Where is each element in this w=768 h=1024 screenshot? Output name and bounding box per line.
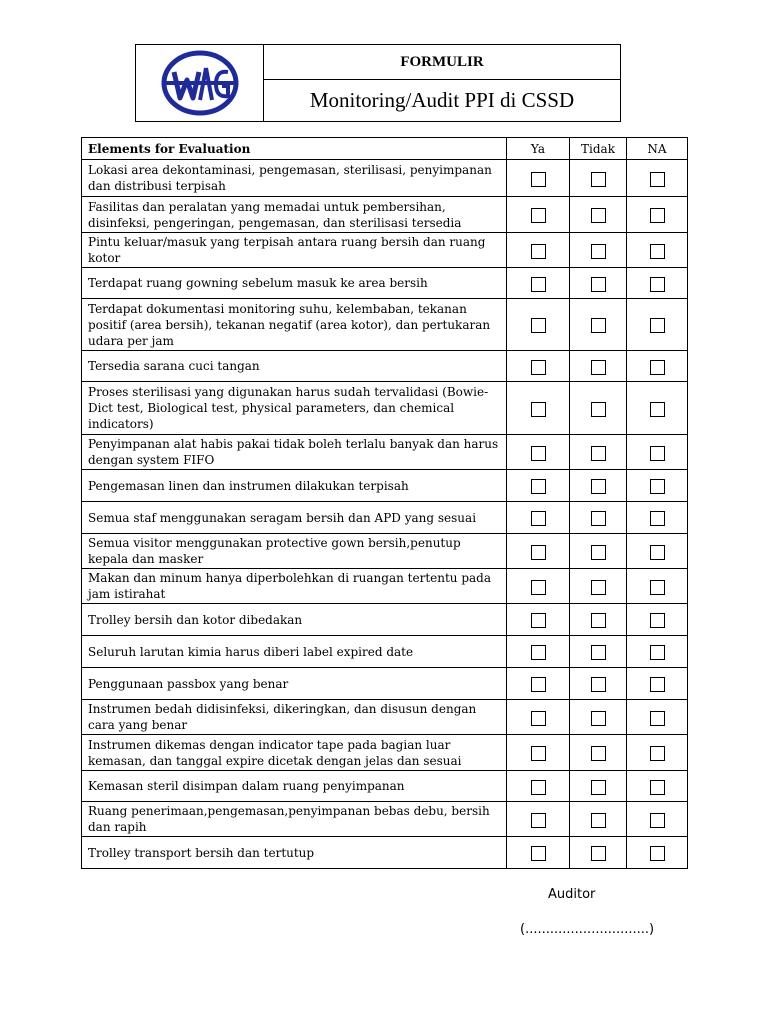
ya-checkbox[interactable] xyxy=(531,545,546,560)
table-row xyxy=(82,351,688,382)
na-checkbox[interactable] xyxy=(650,318,665,333)
table-row xyxy=(82,233,688,268)
auditor-signature-line[interactable]: (..............................) xyxy=(520,922,655,937)
table-row xyxy=(82,299,688,351)
element-text: Seluruh larutan kimia harus diberi label expired date xyxy=(82,636,507,668)
ya-checkbox[interactable] xyxy=(531,479,546,494)
element-text: Proses sterilisasi yang digunakan harus sudah tervalidasi (Bowie-Dict test, Biological test, physical parameters, dan chemical indicators) xyxy=(82,382,507,435)
element-text: Penyimpanan alat habis pakai tidak boleh terlalu banyak dan harus dengan system FIFO xyxy=(82,435,507,470)
element-text: Semua staf menggunakan seragam bersih dan APD yang sesuai xyxy=(82,502,507,534)
na-checkbox[interactable] xyxy=(650,446,665,461)
tidak-checkbox[interactable] xyxy=(591,172,606,187)
tidak-checkbox[interactable] xyxy=(591,511,606,526)
hospital-logo xyxy=(160,50,240,116)
tidak-checkbox[interactable] xyxy=(591,318,606,333)
table-row xyxy=(82,604,688,636)
element-text: Semua visitor menggunakan protective gown bersih,penutup kepala dan masker xyxy=(82,534,507,569)
table-row xyxy=(82,470,688,502)
ya-checkbox[interactable] xyxy=(531,511,546,526)
tidak-checkbox[interactable] xyxy=(591,545,606,560)
tidak-checkbox[interactable] xyxy=(591,446,606,461)
na-checkbox[interactable] xyxy=(650,746,665,761)
na-checkbox[interactable] xyxy=(650,511,665,526)
header-elements: Elements for Evaluation xyxy=(82,138,507,160)
table-row xyxy=(82,268,688,299)
tidak-checkbox[interactable] xyxy=(591,780,606,795)
table-row xyxy=(82,837,688,869)
tidak-checkbox[interactable] xyxy=(591,613,606,628)
tidak-checkbox[interactable] xyxy=(591,846,606,861)
ya-checkbox[interactable] xyxy=(531,318,546,333)
logo-cell xyxy=(136,45,264,121)
tidak-checkbox[interactable] xyxy=(591,813,606,828)
table-row xyxy=(82,534,688,569)
form-label: FORMULIR xyxy=(264,45,620,80)
na-checkbox[interactable] xyxy=(650,402,665,417)
ya-checkbox[interactable] xyxy=(531,580,546,595)
element-text: Makan dan minum hanya diperbolehkan di ruangan tertentu pada jam istirahat xyxy=(82,569,507,604)
na-checkbox[interactable] xyxy=(650,813,665,828)
na-checkbox[interactable] xyxy=(650,846,665,861)
auditor-label: Auditor xyxy=(548,887,596,902)
ya-checkbox[interactable] xyxy=(531,813,546,828)
na-checkbox[interactable] xyxy=(650,277,665,292)
table-row xyxy=(82,382,688,435)
tidak-checkbox[interactable] xyxy=(591,711,606,726)
element-text: Fasilitas dan peralatan yang memadai untuk pembersihan, disinfeksi, pengeringan, pengemasan, dan sterilisasi tersedia xyxy=(82,197,507,233)
ya-checkbox[interactable] xyxy=(531,172,546,187)
tidak-checkbox[interactable] xyxy=(591,677,606,692)
table-row xyxy=(82,668,688,700)
ya-checkbox[interactable] xyxy=(531,846,546,861)
table-row xyxy=(82,636,688,668)
evaluation-table xyxy=(81,137,688,869)
ya-checkbox[interactable] xyxy=(531,446,546,461)
na-checkbox[interactable] xyxy=(650,711,665,726)
ya-checkbox[interactable] xyxy=(531,360,546,375)
na-checkbox[interactable] xyxy=(650,479,665,494)
tidak-checkbox[interactable] xyxy=(591,580,606,595)
header-ya: Ya xyxy=(507,138,570,160)
ya-checkbox[interactable] xyxy=(531,277,546,292)
element-text: Terdapat ruang gowning sebelum masuk ke area bersih xyxy=(82,268,507,299)
table-row xyxy=(82,435,688,470)
element-text: Instrumen dikemas dengan indicator tape pada bagian luar kemasan, dan tanggal expire dicetak dengan jelas dan sesuai xyxy=(82,735,507,771)
ya-checkbox[interactable] xyxy=(531,677,546,692)
tidak-checkbox[interactable] xyxy=(591,402,606,417)
header-na: NA xyxy=(627,138,688,160)
tidak-checkbox[interactable] xyxy=(591,360,606,375)
na-checkbox[interactable] xyxy=(650,580,665,595)
na-checkbox[interactable] xyxy=(650,172,665,187)
element-text: Trolley bersih dan kotor dibedakan xyxy=(82,604,507,636)
table-row xyxy=(82,569,688,604)
table-row xyxy=(82,502,688,534)
ya-checkbox[interactable] xyxy=(531,711,546,726)
na-checkbox[interactable] xyxy=(650,360,665,375)
header-tidak: Tidak xyxy=(570,138,627,160)
table-row xyxy=(82,771,688,802)
form-title: Monitoring/Audit PPI di CSSD xyxy=(309,88,575,112)
na-checkbox[interactable] xyxy=(650,613,665,628)
ya-checkbox[interactable] xyxy=(531,780,546,795)
ya-checkbox[interactable] xyxy=(531,645,546,660)
na-checkbox[interactable] xyxy=(650,545,665,560)
na-checkbox[interactable] xyxy=(650,645,665,660)
tidak-checkbox[interactable] xyxy=(591,244,606,259)
ya-checkbox[interactable] xyxy=(531,613,546,628)
element-text: Ruang penerimaan,pengemasan,penyimpanan bebas debu, bersih dan rapih xyxy=(82,802,507,837)
table-row xyxy=(82,735,688,771)
element-text: Lokasi area dekontaminasi, pengemasan, sterilisasi, penyimpanan dan distribusi terpisah xyxy=(82,160,507,197)
na-checkbox[interactable] xyxy=(650,244,665,259)
ya-checkbox[interactable] xyxy=(531,244,546,259)
tidak-checkbox[interactable] xyxy=(591,479,606,494)
na-checkbox[interactable] xyxy=(650,208,665,223)
na-checkbox[interactable] xyxy=(650,677,665,692)
tidak-checkbox[interactable] xyxy=(591,208,606,223)
form-header xyxy=(135,44,621,122)
tidak-checkbox[interactable] xyxy=(591,277,606,292)
table-row xyxy=(82,160,688,197)
table-row xyxy=(82,802,688,837)
element-text: Trolley transport bersih dan tertutup xyxy=(82,837,507,869)
tidak-checkbox[interactable] xyxy=(591,645,606,660)
element-text: Kemasan steril disimpan dalam ruang penyimpanan xyxy=(82,771,507,802)
table-row xyxy=(82,197,688,233)
na-checkbox[interactable] xyxy=(650,780,665,795)
element-text: Pengemasan linen dan instrumen dilakukan terpisah xyxy=(82,470,507,502)
element-text: Terdapat dokumentasi monitoring suhu, kelembaban, tekanan positif (area bersih), tekanan negatif (area kotor), dan pertukaran udara per jam xyxy=(82,299,507,351)
element-text: Pintu keluar/masuk yang terpisah antara ruang bersih dan ruang kotor xyxy=(82,233,507,268)
table-row xyxy=(82,700,688,735)
element-text: Penggunaan passbox yang benar xyxy=(82,668,507,700)
ya-checkbox[interactable] xyxy=(531,208,546,223)
ya-checkbox[interactable] xyxy=(531,402,546,417)
ya-checkbox[interactable] xyxy=(531,746,546,761)
element-text: Instrumen bedah didisinfeksi, dikeringkan, dan disusun dengan cara yang benar xyxy=(82,700,507,735)
tidak-checkbox[interactable] xyxy=(591,746,606,761)
element-text: Tersedia sarana cuci tangan xyxy=(82,351,507,382)
table-header-row xyxy=(82,138,688,160)
